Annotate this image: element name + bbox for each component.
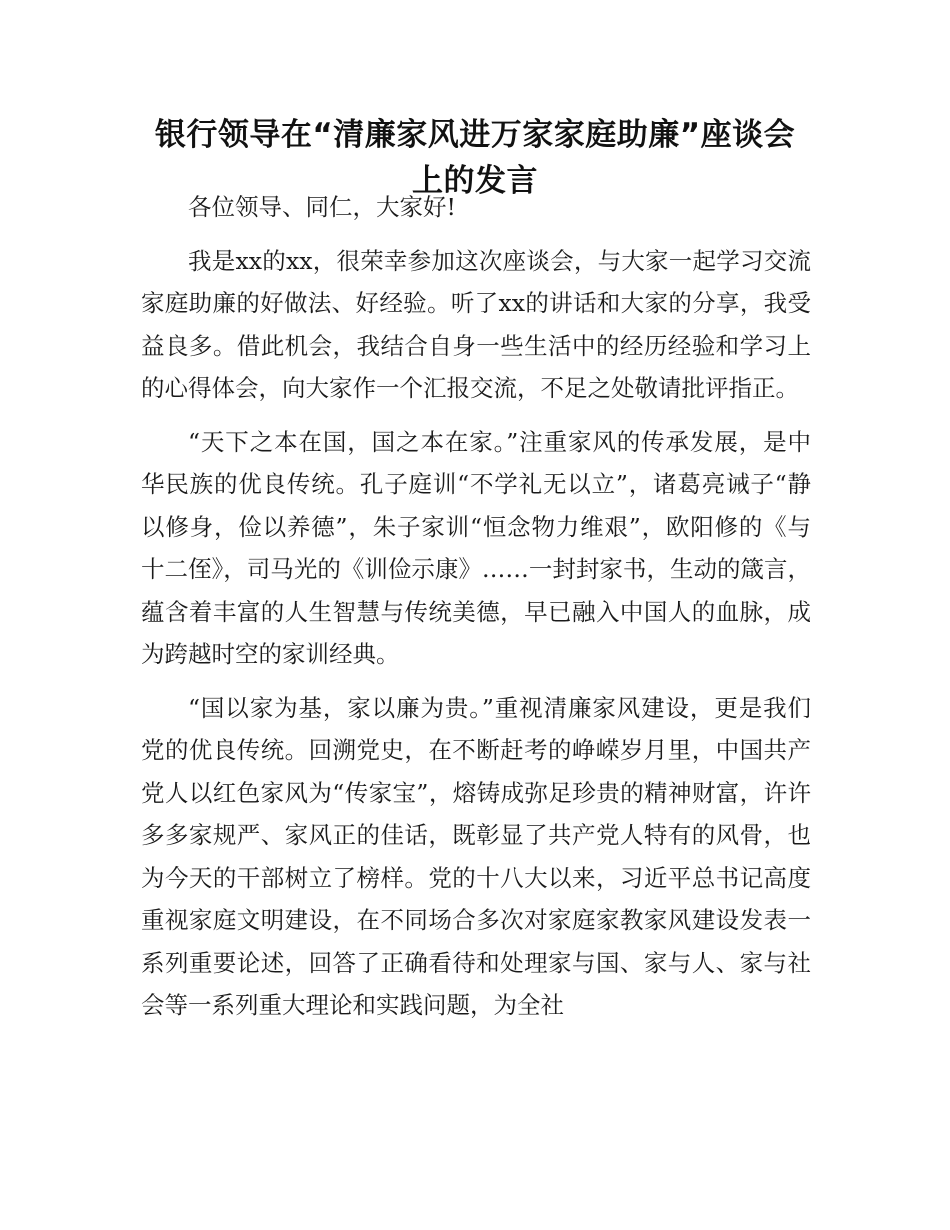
document-title: 银行领导在“清廉家风进万家家庭助廉”座谈会上的发言 [154,117,796,199]
body-paragraph: “天下之本在国，国之本在家。”注重家风的传承发展，是中华民族的优良传统。孔子庭训“不学礼无以立”，诸葛亮诫子“静以修身，俭以养德”，朱子家训“恒念物力维艰”，欧阳修的《与十二侄》，司马光的《训俭示康》……一封封家书，生动的箴言，蕴含着丰富的人生智慧与传统美德，早已融入中国人的血脉，成为跨越时空的家训经典。 [141,427,811,668]
document-body [141,186,811,1038]
greeting-paragraph: 各位领导、同仁，大家好! [188,193,456,221]
body-paragraph: “国以家为基，家以廉为贵。”重视清廉家风建设，更是我们党的优良传统。回溯党史，在不断赶考的峥嵘岁月里，中国共产党人以红色家风为“传家宝”，熔铸成弥足珍贵的精神财富，许许多多家规严、家风正的佳话，既彰显了共产党人特有的风骨，也为今天的干部树立了榜样。党的十八大以来，习近平总书记高度重视家庭文明建设，在不同场合多次对家庭家教家风建设发表一系列重要论述，回答了正确看待和处理家与国、家与人、家与社会等一系列重大理论和实践问题，为全社 [141,693,811,1019]
body-paragraph: 我是xx的xx，很荣幸参加这次座谈会，与大家一起学习交流家庭助廉的好做法、好经验。听了xx的讲话和大家的分享，我受益良多。借此机会，我结合自身一些生活中的经历经验和学习上的心得体会，向大家作一个汇报交流，不足之处敬请批评指正。 [141,246,811,402]
